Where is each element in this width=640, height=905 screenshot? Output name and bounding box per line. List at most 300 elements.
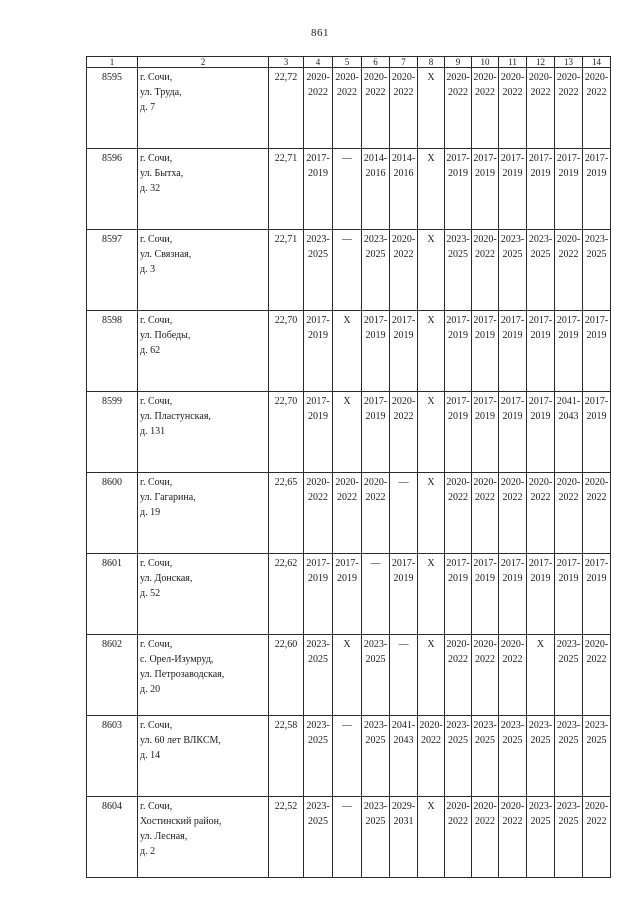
period-cell: [555, 635, 583, 716]
period-line: 2023-: [500, 234, 525, 245]
period-cell: [555, 554, 583, 635]
period-line: 2017-: [446, 153, 470, 164]
address-line: д. 14: [140, 750, 161, 761]
period-line: 2022: [393, 249, 414, 260]
period-line: 2020-: [335, 72, 359, 83]
period-line: 2019: [448, 168, 468, 179]
table-row: [87, 230, 611, 311]
address-line: ул. Бытха,: [140, 168, 184, 179]
period-line: 2023-: [556, 720, 581, 731]
period-line: 2022: [365, 492, 386, 503]
period-cell: [555, 473, 583, 554]
period-cell: [583, 554, 611, 635]
period-line: 2019: [308, 573, 328, 584]
period-cell: [304, 149, 333, 230]
period-line: 2029-: [391, 801, 416, 812]
period-cell: [390, 68, 418, 149]
period-line: 2022: [448, 492, 468, 503]
address-line: г. Сочи,: [140, 315, 173, 326]
address-line: ул. Лесная,: [140, 831, 188, 842]
header-cell: 14: [583, 57, 611, 68]
row-number: 8603: [87, 716, 138, 797]
period-line: 2017-: [335, 558, 359, 569]
period-cell: [555, 392, 583, 473]
header-cell: 4: [304, 57, 333, 68]
header-cell: 12: [527, 57, 555, 68]
period-line: 2025: [308, 735, 328, 746]
period-cell: [583, 230, 611, 311]
row-number: 8597: [87, 230, 138, 311]
period-line: 2025: [308, 816, 328, 827]
period-line: 2017-: [473, 153, 497, 164]
row-number: 8595: [87, 68, 138, 149]
period-cell: [362, 473, 390, 554]
period-cell: [418, 68, 445, 149]
address-line: д. 32: [140, 183, 161, 194]
period-cell: [362, 554, 390, 635]
period-cell: [390, 149, 418, 230]
period-line: 2023-: [473, 720, 497, 731]
period-line: 2022: [393, 411, 414, 422]
period-line: 2020-: [363, 477, 388, 488]
period-line: X: [427, 639, 435, 650]
period-cell: [304, 68, 333, 149]
period-line: 2022: [530, 492, 551, 503]
period-line: 2025: [365, 816, 386, 827]
period-line: 2019: [308, 168, 328, 179]
table-row: [87, 716, 611, 797]
period-line: —: [342, 234, 352, 245]
period-cell: [304, 230, 333, 311]
period-cell: [555, 230, 583, 311]
period-line: 2025: [558, 816, 579, 827]
period-line: X: [343, 396, 351, 407]
period-cell: [555, 797, 583, 878]
table-row: [87, 554, 611, 635]
period-line: 2017-: [556, 153, 581, 164]
period-line: 2014-: [363, 153, 388, 164]
period-line: 2019: [586, 330, 607, 341]
period-line: —: [370, 558, 381, 569]
period-line: 2023-: [363, 234, 388, 245]
period-cell: [418, 230, 445, 311]
period-line: 2020-: [500, 72, 525, 83]
table-row: [87, 473, 611, 554]
period-line: 2019: [502, 168, 523, 179]
period-line: 2022: [475, 492, 495, 503]
period-line: 2020-: [473, 72, 497, 83]
period-line: 2017-: [528, 153, 553, 164]
period-cell: [304, 635, 333, 716]
address-cell: [138, 392, 269, 473]
period-line: 2025: [365, 654, 386, 665]
period-line: 2020-: [528, 72, 553, 83]
period-line: 2022: [421, 735, 441, 746]
header-cell: 7: [390, 57, 418, 68]
period-line: 2019: [448, 411, 468, 422]
period-cell: [390, 392, 418, 473]
period-cell: [333, 392, 362, 473]
address-line: с. Орел-Изумруд,: [140, 654, 214, 665]
period-cell: [527, 635, 555, 716]
period-line: 2017-: [556, 558, 581, 569]
period-cell: [333, 716, 362, 797]
period-line: 2025: [475, 735, 495, 746]
period-cell: [304, 797, 333, 878]
period-cell: [445, 311, 472, 392]
period-line: 2020-: [391, 72, 416, 83]
address-line: д. 62: [140, 345, 161, 356]
period-cell: [527, 68, 555, 149]
period-cell: [472, 797, 499, 878]
period-line: 2019: [502, 573, 523, 584]
period-line: 2022: [337, 492, 357, 503]
period-line: 2019: [530, 411, 551, 422]
period-line: 2041-: [556, 396, 581, 407]
period-line: 2020-: [556, 234, 581, 245]
page-number: 861: [311, 27, 329, 39]
period-line: 2022: [308, 87, 328, 98]
period-line: 2014-: [391, 153, 416, 164]
period-line: 2020-: [419, 720, 443, 731]
period-line: 2022: [393, 87, 414, 98]
period-line: 2025: [530, 249, 551, 260]
period-line: 2020-: [306, 72, 330, 83]
period-cell: [333, 230, 362, 311]
period-line: 2017-: [446, 396, 470, 407]
period-line: 2019: [475, 411, 495, 422]
table-row: [87, 311, 611, 392]
period-line: 2023-: [584, 720, 609, 731]
period-cell: [390, 311, 418, 392]
address-cell: [138, 473, 269, 554]
period-cell: [445, 230, 472, 311]
period-cell: [418, 149, 445, 230]
period-cell: [499, 473, 527, 554]
period-line: 2020-: [306, 477, 330, 488]
period-line: 2022: [502, 654, 523, 665]
row-number: 8600: [87, 473, 138, 554]
period-line: 2017-: [363, 396, 388, 407]
period-line: X: [427, 396, 435, 407]
address-cell: [138, 149, 269, 230]
address-line: г. Сочи,: [140, 477, 173, 488]
period-cell: [583, 392, 611, 473]
period-line: 2022: [586, 492, 607, 503]
header-cell: 11: [499, 57, 527, 68]
period-cell: [472, 716, 499, 797]
header-cell: 10: [472, 57, 499, 68]
address-line: ул. Победы,: [140, 330, 191, 341]
period-cell: [499, 392, 527, 473]
period-line: —: [398, 639, 409, 650]
area-cell: 22,60: [269, 635, 304, 716]
period-cell: [333, 311, 362, 392]
period-cell: [390, 716, 418, 797]
period-line: 2017-: [584, 396, 609, 407]
period-cell: [418, 797, 445, 878]
period-line: 2020-: [500, 477, 525, 488]
period-cell: [472, 554, 499, 635]
period-line: 2022: [558, 87, 579, 98]
period-line: 2019: [530, 330, 551, 341]
period-line: 2031: [393, 816, 414, 827]
period-cell: [362, 635, 390, 716]
period-cell: [445, 68, 472, 149]
period-line: 2019: [558, 168, 579, 179]
period-line: 2020-: [473, 234, 497, 245]
period-line: 2022: [475, 816, 495, 827]
period-line: 2020-: [363, 72, 388, 83]
period-line: 2023-: [306, 234, 330, 245]
period-line: 2023-: [556, 639, 581, 650]
period-line: 2017-: [473, 396, 497, 407]
period-line: 2022: [586, 654, 607, 665]
area-cell: 22,65: [269, 473, 304, 554]
row-number: 8601: [87, 554, 138, 635]
period-line: 2017-: [391, 558, 416, 569]
period-line: 2019: [448, 330, 468, 341]
address-line: г. Сочи,: [140, 720, 173, 731]
period-line: 2020-: [584, 72, 609, 83]
register-body: [87, 57, 611, 878]
period-cell: [445, 149, 472, 230]
period-line: 2020-: [500, 801, 525, 812]
period-line: 2019: [586, 411, 607, 422]
period-cell: [527, 392, 555, 473]
period-line: 2022: [365, 87, 386, 98]
period-line: 2023-: [446, 720, 470, 731]
address-cell: [138, 311, 269, 392]
period-cell: [418, 635, 445, 716]
period-cell: [390, 230, 418, 311]
register-table: [86, 56, 611, 878]
period-cell: [445, 554, 472, 635]
period-line: 2022: [558, 249, 579, 260]
period-line: 2025: [308, 249, 328, 260]
period-line: 2019: [502, 411, 523, 422]
table-row: [87, 635, 611, 716]
period-cell: [390, 797, 418, 878]
period-line: 2017-: [528, 396, 553, 407]
period-line: 2020-: [446, 639, 470, 650]
period-cell: [527, 230, 555, 311]
period-line: 2020-: [335, 477, 359, 488]
period-line: 2025: [502, 249, 523, 260]
period-line: 2019: [558, 330, 579, 341]
period-line: X: [427, 234, 435, 245]
period-cell: [362, 311, 390, 392]
period-line: 2017-: [473, 558, 497, 569]
period-cell: [499, 311, 527, 392]
period-cell: [333, 554, 362, 635]
period-cell: [499, 230, 527, 311]
period-line: 2023-: [363, 720, 388, 731]
area-cell: 22,52: [269, 797, 304, 878]
period-cell: [445, 392, 472, 473]
period-cell: [527, 149, 555, 230]
header-cell: 2: [138, 57, 269, 68]
address-line: ул. Гагарина,: [140, 492, 196, 503]
period-line: 2025: [558, 735, 579, 746]
period-line: 2022: [502, 492, 523, 503]
period-line: 2043: [558, 411, 579, 422]
period-line: 2022: [308, 492, 328, 503]
address-line: г. Сочи,: [140, 153, 173, 164]
period-line: 2022: [502, 816, 523, 827]
period-line: X: [427, 558, 435, 569]
period-line: 2019: [393, 573, 414, 584]
header-cell: 1: [87, 57, 138, 68]
period-cell: [499, 554, 527, 635]
period-line: 2017-: [528, 315, 553, 326]
period-cell: [418, 554, 445, 635]
header-cell: 9: [445, 57, 472, 68]
period-line: 2025: [558, 654, 579, 665]
period-line: X: [427, 801, 435, 812]
period-line: 2025: [530, 816, 551, 827]
period-cell: [472, 392, 499, 473]
period-line: 2023-: [363, 639, 388, 650]
period-line: 2019: [475, 573, 495, 584]
period-line: 2019: [586, 573, 607, 584]
period-line: 2020-: [556, 477, 581, 488]
period-cell: [583, 68, 611, 149]
period-line: 2017-: [584, 315, 609, 326]
period-cell: [418, 473, 445, 554]
address-line: д. 20: [140, 684, 161, 695]
address-line: д. 52: [140, 588, 161, 599]
period-cell: [499, 149, 527, 230]
period-cell: [418, 716, 445, 797]
period-line: 2025: [308, 654, 328, 665]
period-cell: [527, 473, 555, 554]
row-number: 8604: [87, 797, 138, 878]
period-line: 2020-: [500, 639, 525, 650]
header-cell: 13: [555, 57, 583, 68]
period-line: 2019: [530, 573, 551, 584]
address-line: д. 19: [140, 507, 161, 518]
period-line: X: [427, 477, 435, 488]
period-line: 2020-: [473, 801, 497, 812]
period-cell: [555, 716, 583, 797]
table-row: [87, 797, 611, 878]
period-line: X: [427, 315, 435, 326]
period-line: 2022: [530, 87, 551, 98]
period-line: —: [342, 153, 352, 164]
row-number: 8598: [87, 311, 138, 392]
period-line: 2019: [475, 168, 495, 179]
period-line: 2019: [530, 168, 551, 179]
period-line: 2022: [558, 492, 579, 503]
period-line: 2019: [393, 330, 414, 341]
row-number: 8599: [87, 392, 138, 473]
area-cell: 22,62: [269, 554, 304, 635]
period-cell: [499, 635, 527, 716]
period-line: —: [342, 720, 352, 731]
period-cell: [445, 797, 472, 878]
period-line: 2019: [308, 411, 328, 422]
period-cell: [472, 473, 499, 554]
period-cell: [333, 797, 362, 878]
period-line: 2025: [502, 735, 523, 746]
address-line: г. Сочи,: [140, 639, 173, 650]
period-line: 2022: [502, 87, 523, 98]
period-cell: [362, 230, 390, 311]
address-line: ул. Труда,: [140, 87, 182, 98]
period-line: 2017-: [391, 315, 416, 326]
period-line: 2025: [365, 249, 386, 260]
address-line: д. 7: [140, 102, 156, 113]
period-cell: [527, 716, 555, 797]
period-line: 2020-: [446, 477, 470, 488]
period-line: 2020-: [473, 477, 497, 488]
header-cell: 3: [269, 57, 304, 68]
header-cell: 8: [418, 57, 445, 68]
period-cell: [362, 392, 390, 473]
period-line: 2019: [502, 330, 523, 341]
period-line: 2020-: [473, 639, 497, 650]
period-line: 2019: [365, 411, 386, 422]
period-line: 2017-: [584, 153, 609, 164]
period-cell: [527, 797, 555, 878]
address-line: ул. Пластунская,: [140, 411, 211, 422]
period-line: 2017-: [500, 315, 525, 326]
period-cell: [583, 311, 611, 392]
period-line: 2023-: [528, 234, 553, 245]
period-cell: [333, 473, 362, 554]
period-line: 2022: [448, 654, 468, 665]
address-cell: [138, 716, 269, 797]
row-number: 8602: [87, 635, 138, 716]
period-line: 2023-: [446, 234, 470, 245]
period-line: 2020-: [556, 72, 581, 83]
period-cell: [583, 635, 611, 716]
period-cell: [583, 716, 611, 797]
address-line: д. 2: [140, 846, 156, 857]
period-line: 2017-: [556, 315, 581, 326]
period-cell: [418, 392, 445, 473]
area-cell: 22,70: [269, 311, 304, 392]
period-line: 2022: [337, 87, 357, 98]
period-cell: [499, 797, 527, 878]
period-cell: [472, 635, 499, 716]
period-line: 2016: [365, 168, 386, 179]
period-line: 2022: [448, 816, 468, 827]
period-cell: [362, 797, 390, 878]
table-row: [87, 392, 611, 473]
address-line: ул. Связная,: [140, 249, 192, 260]
period-cell: [418, 311, 445, 392]
period-cell: [583, 797, 611, 878]
period-line: 2025: [448, 249, 468, 260]
period-cell: [304, 392, 333, 473]
table-row: [87, 68, 611, 149]
period-cell: [472, 230, 499, 311]
row-number: 8596: [87, 149, 138, 230]
period-line: 2019: [475, 330, 495, 341]
address-line: ул. Петрозаводская,: [140, 669, 225, 680]
period-cell: [362, 68, 390, 149]
address-cell: [138, 635, 269, 716]
area-cell: 22,72: [269, 68, 304, 149]
period-line: 2023-: [556, 801, 581, 812]
period-cell: [390, 473, 418, 554]
address-cell: [138, 797, 269, 878]
period-line: 2020-: [391, 396, 416, 407]
period-line: X: [343, 315, 351, 326]
period-line: 2025: [530, 735, 551, 746]
